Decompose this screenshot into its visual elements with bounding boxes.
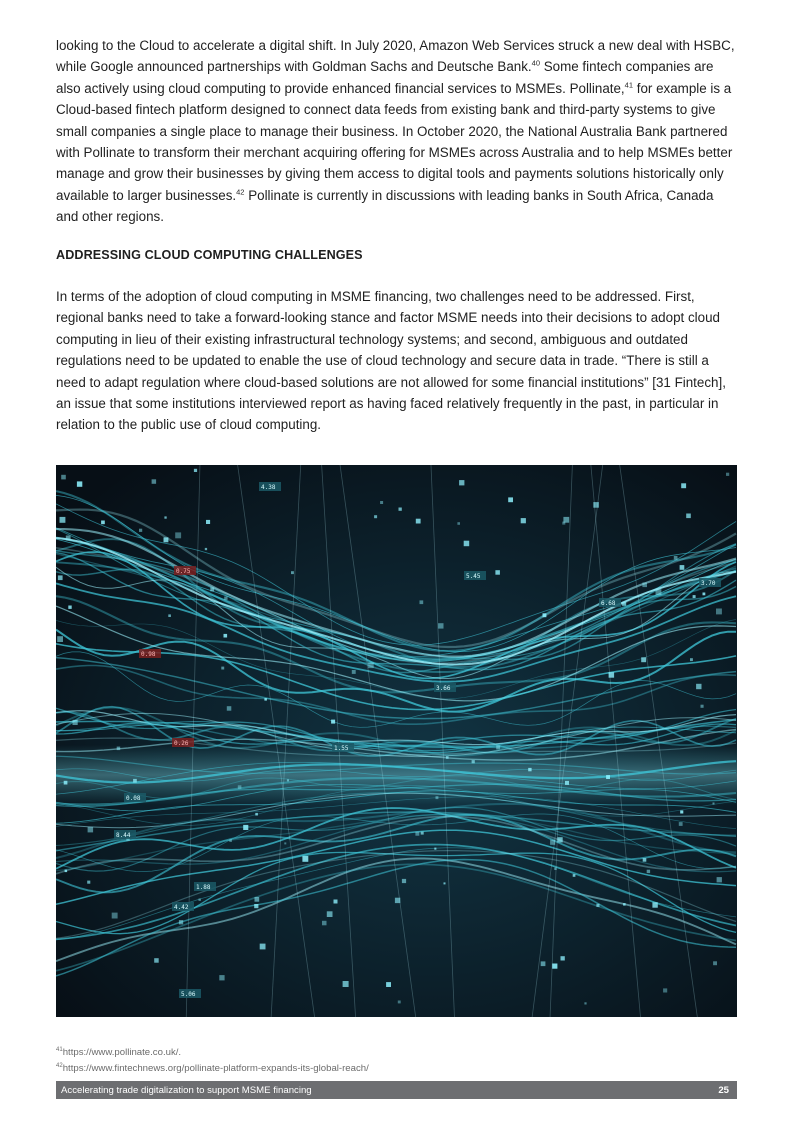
value-tag-text: 0.75 <box>176 568 191 575</box>
data-point <box>565 781 569 785</box>
data-point <box>444 882 446 884</box>
data-point <box>343 981 349 987</box>
footer-title: Accelerating trade digitalization to support MSME financing <box>61 1084 312 1096</box>
data-point <box>260 944 266 950</box>
data-point <box>224 597 227 600</box>
data-point <box>87 881 90 884</box>
data-point <box>680 565 685 570</box>
value-tag <box>194 882 216 891</box>
data-visualization-image <box>56 465 737 1017</box>
data-point <box>642 583 647 588</box>
data-point <box>557 837 562 842</box>
value-tag-text: 1.55 <box>334 745 349 752</box>
body-paragraph-2: In terms of the adoption of cloud computing in MSME financing, two challenges need to be addressed. First, regional banks need to take a forward-looking stance and factor MSME needs into their decisions to adopt cloud computing in lieu of their existing infrastructural technology systems; and second, ambiguous and outdated regulations need to be updated to enable the use of cloud technology and secure data in trade. “There is still a need to adapt regulation where cloud-based solutions are not allowed for some financial institutions” [31 Fintech], an issue that some institutions interviewed report as having faced relatively frequently in the past, in particular in relation to the public use of cloud computing. <box>56 289 726 433</box>
data-point <box>528 768 531 771</box>
data-point <box>686 514 691 519</box>
data-point <box>117 747 121 751</box>
data-point <box>446 756 449 759</box>
value-tag <box>114 830 136 839</box>
data-point <box>641 657 646 662</box>
value-tag <box>139 649 161 658</box>
data-point <box>284 842 286 844</box>
data-point <box>416 519 421 524</box>
data-point <box>264 698 267 701</box>
data-point <box>227 706 232 711</box>
data-point <box>693 595 696 598</box>
data-point <box>459 480 464 485</box>
data-point <box>606 775 610 779</box>
data-point <box>66 536 71 541</box>
data-point <box>420 600 424 604</box>
data-point <box>164 516 166 518</box>
footnote-ref-40[interactable]: 40 <box>531 58 540 68</box>
data-point <box>562 522 565 525</box>
value-tag-text: 3.70 <box>701 580 716 587</box>
footnote-link[interactable]: https://www.fintechnews.org/pollinate-platform-expands-its-global-reach/ <box>62 1062 369 1074</box>
data-point <box>713 961 717 965</box>
data-point <box>221 667 224 670</box>
body-paragraph-1 <box>56 35 737 228</box>
value-tag-text: 4.38 <box>261 484 276 491</box>
para1-sentence-1: looking to the Cloud to accelerate a digital shift. In July 2020, Amazon Web Services struck a new deal with HSBC, while Google announced partnerships with Goldman Sachs and Deutsche Bank. <box>56 38 735 75</box>
footnote-42: $^{42}$https://www.fintechnews.org/pollinate-platform-expands-its-global-reach/ <box>56 1062 369 1074</box>
data-point <box>696 684 701 689</box>
data-point <box>680 810 683 813</box>
data-point <box>61 475 66 480</box>
value-tag <box>174 566 196 575</box>
data-point <box>550 840 555 845</box>
footnote-ref-42[interactable]: 42 <box>236 187 245 197</box>
data-point <box>327 911 333 917</box>
data-point <box>133 779 137 783</box>
data-point <box>541 961 546 966</box>
data-point <box>88 827 94 833</box>
data-point <box>674 556 678 560</box>
data-point <box>464 541 470 547</box>
data-point <box>584 1002 586 1004</box>
data-point <box>663 988 667 992</box>
data-point <box>647 870 650 873</box>
data-point <box>438 623 443 628</box>
data-point <box>352 670 356 674</box>
data-point <box>238 785 242 789</box>
data-point <box>703 593 706 596</box>
data-point <box>68 606 71 609</box>
value-tag <box>599 598 621 607</box>
data-point <box>179 920 183 924</box>
value-tag <box>124 793 146 802</box>
data-point <box>210 588 214 592</box>
value-tag <box>259 482 281 491</box>
data-point <box>199 899 201 901</box>
data-point <box>623 903 626 906</box>
data-point <box>168 614 171 617</box>
data-point <box>112 913 118 919</box>
data-point <box>194 469 197 472</box>
data-point <box>255 813 258 816</box>
footnotes <box>56 1045 369 1076</box>
data-point <box>374 515 377 518</box>
data-point <box>254 904 258 908</box>
data-point <box>609 672 615 678</box>
value-tag-text: 4.42 <box>174 904 189 911</box>
data-point <box>60 517 66 523</box>
data-point <box>64 781 68 785</box>
data-point <box>573 874 576 877</box>
data-point <box>622 602 626 606</box>
data-point <box>596 904 599 907</box>
value-tag-text: 1.88 <box>196 884 211 891</box>
value-tag-text: 5.06 <box>181 991 196 998</box>
value-tag-text: 6.68 <box>601 600 616 607</box>
data-point <box>643 858 647 862</box>
data-point <box>334 900 338 904</box>
data-lines-graphic <box>56 465 737 1017</box>
para1-sentence-2: Some fintech companies are also actively using cloud computing to provide enhanced financial services to MSMEs. Pollinate, <box>56 59 714 96</box>
data-point <box>656 589 662 595</box>
data-point <box>521 518 526 523</box>
data-point <box>543 613 547 617</box>
data-point <box>552 964 557 969</box>
data-point <box>421 832 424 835</box>
value-tag-text: 0.08 <box>126 795 141 802</box>
data-point <box>690 658 693 661</box>
data-point <box>224 634 228 638</box>
data-point <box>726 473 729 476</box>
data-point <box>287 779 289 781</box>
value-tag-text: 3.66 <box>436 685 451 692</box>
data-point <box>386 982 391 987</box>
para1-sentence-3: for example is a Cloud-based fintech platform designed to connect data feeds from existing bank and third-party systems to give small companies a single place to manage their business. In October 2020, the National Australia Bank partnered with Pollinate to transform their merchant acquiring offering for MSMEs across Australia and to help MSMEs better manage and grow their businesses by giving them access to digital tools and payments solutions historically only available to larger businesses. <box>56 80 733 203</box>
data-point <box>496 745 500 749</box>
data-point <box>717 877 722 882</box>
section-heading: ADDRESSING CLOUD COMPUTING CHALLENGES <box>56 248 363 262</box>
data-point <box>380 501 383 504</box>
data-point <box>164 537 169 542</box>
data-point <box>434 848 436 850</box>
data-point <box>73 720 78 725</box>
data-point <box>561 956 565 960</box>
data-point <box>65 870 68 873</box>
data-point <box>398 1001 401 1004</box>
footnote-41: $^{41}$https://www.pollinate.co.uk/. <box>56 1046 182 1058</box>
data-point <box>495 570 500 575</box>
data-point <box>229 839 232 842</box>
data-point <box>593 502 599 508</box>
data-point <box>436 796 439 799</box>
data-point <box>302 856 308 862</box>
data-point <box>205 548 207 550</box>
data-point <box>399 508 402 511</box>
value-tag <box>172 738 194 747</box>
data-point <box>652 902 657 907</box>
footnote-ref-41[interactable]: 41 <box>624 80 634 90</box>
data-point <box>701 705 704 708</box>
data-point <box>402 879 406 883</box>
data-point <box>58 575 63 580</box>
para1-sentence-4: Pollinate is currently in discussions with leading banks in South Africa, Canada and other regions. <box>56 187 714 225</box>
data-point <box>175 532 181 538</box>
value-tag <box>464 571 486 580</box>
value-tag-text: 0.26 <box>174 740 189 747</box>
value-tag <box>434 683 456 692</box>
data-point <box>154 958 159 963</box>
page-number: 25 <box>718 1084 729 1096</box>
data-point <box>713 803 715 805</box>
data-point <box>255 897 260 902</box>
data-point <box>681 483 686 488</box>
value-tag-text: 5.45 <box>466 573 481 580</box>
value-tag <box>332 743 354 752</box>
data-point <box>472 760 475 763</box>
data-point <box>415 832 419 836</box>
footnote-link[interactable]: https://www.pollinate.co.uk/. <box>62 1047 182 1058</box>
data-point <box>219 975 224 980</box>
value-tag <box>699 578 721 587</box>
value-tag <box>179 989 201 998</box>
value-tag-text: 0.98 <box>141 651 156 658</box>
value-tag-text: 8.44 <box>116 832 131 839</box>
page-footer <box>56 1081 737 1099</box>
data-point <box>457 522 460 525</box>
data-point <box>331 720 335 724</box>
data-point <box>152 479 157 484</box>
data-point <box>206 520 210 524</box>
data-point <box>101 521 105 525</box>
data-point <box>395 898 400 903</box>
data-point <box>291 571 294 574</box>
data-point <box>57 636 63 642</box>
data-point <box>679 822 683 826</box>
data-point <box>139 529 142 532</box>
data-point <box>716 609 722 615</box>
data-point <box>368 663 374 669</box>
data-point <box>322 921 327 926</box>
data-point <box>77 481 82 486</box>
data-point <box>554 868 556 870</box>
data-point <box>508 497 513 502</box>
data-point <box>243 825 248 830</box>
value-tag <box>172 902 194 911</box>
